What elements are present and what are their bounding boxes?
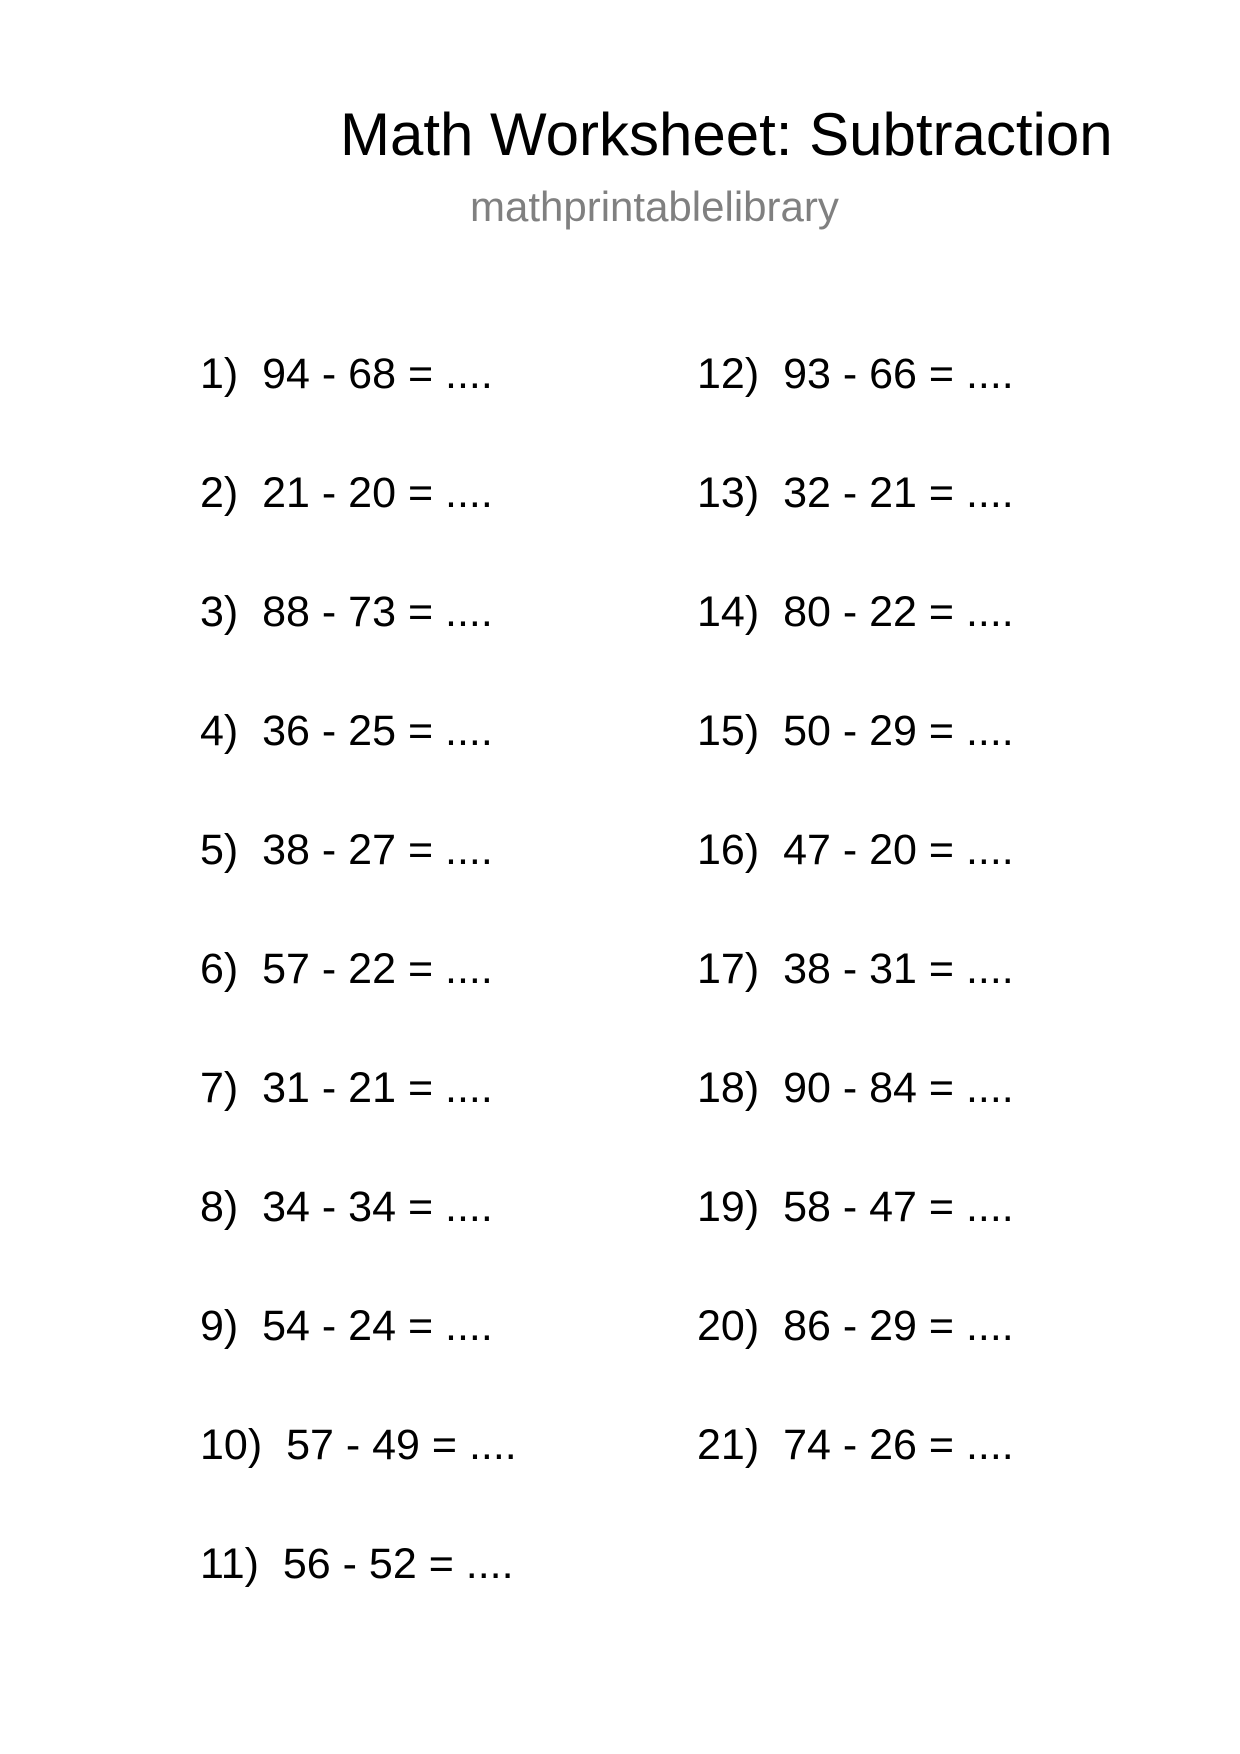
problem-expression: 50 - 29 = .... (783, 707, 1014, 755)
problem-item (200, 1302, 493, 1350)
problem-expression: 36 - 25 = .... (262, 707, 493, 755)
problem-expression: 47 - 20 = .... (783, 826, 1014, 874)
problem-item (697, 1421, 1014, 1469)
problem-number: 11) (200, 1540, 259, 1588)
problem-number: 15) (697, 707, 760, 755)
problem-item (697, 588, 1014, 636)
problem-expression: 93 - 66 = .... (783, 350, 1014, 398)
problem-number: 8) (200, 1183, 239, 1231)
problem-number: 1) (200, 350, 239, 398)
problem-item (200, 1421, 517, 1469)
problem-expression: 58 - 47 = .... (783, 1183, 1014, 1231)
problem-item (697, 945, 1014, 993)
problem-item (697, 469, 1014, 517)
problem-number: 3) (200, 588, 239, 636)
problem-number: 21) (697, 1421, 760, 1469)
problem-item (697, 826, 1014, 874)
problem-item (200, 350, 493, 398)
problem-expression: 88 - 73 = .... (262, 588, 493, 636)
problem-item (200, 469, 493, 517)
problem-item (200, 945, 493, 993)
problem-number: 14) (697, 588, 760, 636)
problem-expression: 38 - 31 = .... (783, 945, 1014, 993)
problem-number: 9) (200, 1302, 239, 1350)
problem-item (697, 1302, 1014, 1350)
problem-expression: 54 - 24 = .... (262, 1302, 493, 1350)
problem-expression: 94 - 68 = .... (262, 350, 493, 398)
problem-expression: 31 - 21 = .... (262, 1064, 493, 1112)
problem-item (697, 1183, 1014, 1231)
problem-item (697, 1064, 1014, 1112)
problem-item (697, 350, 1014, 398)
problem-number: 6) (200, 945, 239, 993)
problem-expression: 34 - 34 = .... (262, 1183, 493, 1231)
problem-number: 10) (200, 1421, 263, 1469)
problem-expression: 21 - 20 = .... (262, 469, 493, 517)
problem-expression: 74 - 26 = .... (783, 1421, 1014, 1469)
problem-item (200, 707, 493, 755)
problem-number: 17) (697, 945, 760, 993)
problem-number: 2) (200, 469, 239, 517)
problem-expression: 90 - 84 = .... (783, 1064, 1014, 1112)
problem-number: 7) (200, 1064, 239, 1112)
problem-number: 19) (697, 1183, 760, 1231)
problem-expression: 56 - 52 = .... (282, 1540, 514, 1588)
problem-expression: 80 - 22 = .... (783, 588, 1014, 636)
problem-expression: 86 - 29 = .... (783, 1302, 1014, 1350)
problem-expression: 57 - 49 = .... (286, 1421, 517, 1469)
problem-number: 16) (697, 826, 760, 874)
problem-expression: 32 - 21 = .... (783, 469, 1014, 517)
problem-item (200, 826, 493, 874)
problem-expression: 57 - 22 = .... (262, 945, 493, 993)
problem-number: 18) (697, 1064, 760, 1112)
problem-number: 4) (200, 707, 239, 755)
problem-item (200, 588, 493, 636)
problem-item (200, 1540, 514, 1588)
problem-number: 13) (697, 469, 760, 517)
problem-expression: 38 - 27 = .... (262, 826, 493, 874)
problem-item (200, 1064, 493, 1112)
worksheet-title: Math Worksheet: Subtraction (340, 101, 1113, 168)
problem-item (200, 1183, 493, 1231)
problem-item (697, 707, 1014, 755)
problem-number: 20) (697, 1302, 760, 1350)
problem-number: 5) (200, 826, 239, 874)
worksheet-subtitle: mathprintablelibrary (470, 183, 839, 230)
problem-number: 12) (697, 350, 760, 398)
